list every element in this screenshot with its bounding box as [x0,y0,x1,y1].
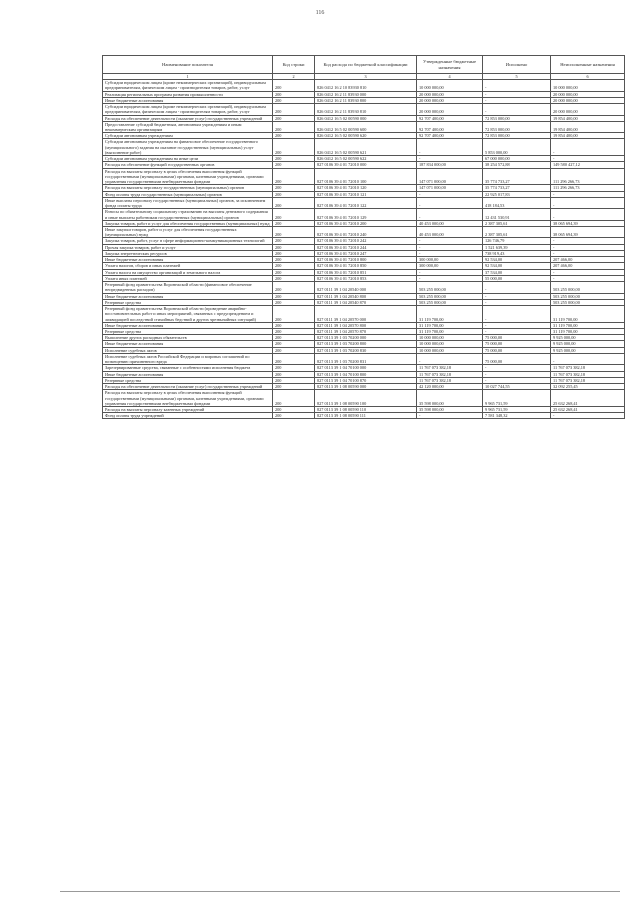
row-unexecuted: - [551,191,625,197]
row-name: Прочая закупка товаров, работ и услуг [103,244,273,250]
column-index: 3 [315,74,417,80]
row-approved: 503 255 000,00 [417,299,483,305]
row-name: Резервные средства [103,377,273,383]
row-line-code: 200 [273,269,315,275]
row-unexecuted: 207 466,00 [551,263,625,269]
row-line-code: 200 [273,299,315,305]
header-unexecuted-assignments: Неисполненные назначения [551,56,625,74]
row-executed: - [483,306,551,323]
row-unexecuted: 20 000 000,00 [551,91,625,97]
header-executed: Исполнено [483,56,551,74]
row-unexecuted: 9 925 000,00 [551,347,625,353]
row-budget-code: 827 0113 39 1 04 70100 800 [315,371,417,377]
row-budget-code: 827 0113 39 1 08 00590 110 [315,407,417,413]
row-executed: 72 853 000,00 [483,115,551,121]
row-budget-code: 826 0412 16 2 10 83930 810 [315,80,417,91]
row-budget-code: 827 0113 39 1 08 00590 111 [315,413,417,419]
row-budget-code: 826 0412 16 5 02 00590 600 [315,121,417,132]
table-row [103,197,625,208]
row-executed: 738 919,43 [483,250,551,256]
table-row [103,282,625,293]
row-approved: 35 598 000,00 [417,407,483,413]
row-budget-code: 826 0412 16 2 11 83930 800 [315,97,417,103]
row-name: Закупка товаров, работ и услуг для обеспечения государственных (муниципальных) нужд [103,220,273,226]
row-line-code: 200 [273,162,315,168]
column-index: 4 [417,74,483,80]
row-executed: 92 534,00 [483,257,551,263]
row-approved: - [417,209,483,220]
row-name: Резервные средства [103,299,273,305]
table-row [103,353,625,364]
row-unexecuted: 9 925 000,00 [551,335,625,341]
row-approved: 147 071 000,00 [417,185,483,191]
row-line-code: 200 [273,244,315,250]
row-name: Расходы на обеспечение деятельности (оказание услуг) государственных учреждений [103,384,273,390]
row-unexecuted: - [551,156,625,162]
row-line-code: 200 [273,328,315,334]
header-indicator-name: Наименование показателя [103,56,273,74]
row-line-code: 200 [273,341,315,347]
row-name: Расходы на выплаты персоналу в целях обеспечения выполнения функций государственными (муниципальными) органами, казенными учреждениями, органами управления государственными внебюджетными фондами [103,168,273,185]
row-budget-code: 827 0111 39 1 04 20570 800 [315,322,417,328]
row-executed: 10 027 744,55 [483,384,551,390]
row-executed: - [483,299,551,305]
row-approved: 92 707 400,00 [417,133,483,139]
row-executed: 72 853 000,00 [483,133,551,139]
row-name: Предоставление субсидий бюджетным, автономным учреждениям и иным некоммерческим организациям [103,121,273,132]
row-name: Уплата иных платежей [103,275,273,281]
row-name: Иные бюджетные ассигнования [103,97,273,103]
row-name: Зарезервированные средства, связанные с особенностями исполнения бюджета [103,365,273,371]
row-line-code: 200 [273,168,315,185]
row-budget-code: 827 0111 39 1 04 20540 870 [315,299,417,305]
header-approved-assignments: Утвержденные бюджетные назначения [417,56,483,74]
row-line-code: 200 [273,384,315,390]
row-unexecuted: 503 255 000,00 [551,293,625,299]
row-executed: 9 965 731,59 [483,390,551,407]
table-body [103,80,625,419]
row-executed: 38 254 572,88 [483,162,551,168]
table-row [103,80,625,91]
table-row [103,168,625,185]
row-line-code: 200 [273,322,315,328]
row-name: Фонд оплаты труда учреждений [103,413,273,419]
row-line-code: 200 [273,115,315,121]
row-approved: - [417,197,483,208]
row-approved: 187 834 000,00 [417,162,483,168]
row-line-code: 200 [273,353,315,364]
page-number: 116 [315,10,325,16]
row-executed: 35 774 733,27 [483,168,551,185]
row-line-code: 200 [273,371,315,377]
row-name: Фонд оплаты труда государственных (муниципальных) органов [103,191,273,197]
row-budget-code: 827 0106 39 4 01 72010 122 [315,197,417,208]
row-executed: - [483,371,551,377]
row-name: Расходы на обеспечение деятельности (оказание услуг) государственных учреждений [103,115,273,121]
row-unexecuted: 25 632 268,41 [551,407,625,413]
row-budget-code: 827 0111 39 1 04 20570 000 [315,306,417,323]
row-name: Резервный фонд правительства Воронежской области (финансовое обеспечение непредвиденных расходов) [103,282,273,293]
row-name: Иные бюджетные ассигнования [103,293,273,299]
row-unexecuted: 503 255 000,00 [551,299,625,305]
row-line-code: 200 [273,226,315,237]
row-budget-code: 827 0106 39 4 01 72010 244 [315,244,417,250]
row-unexecuted: 207 466,00 [551,257,625,263]
row-approved: - [417,250,483,256]
row-unexecuted: 11 767 073 382,18 [551,371,625,377]
row-unexecuted: 111 296 266,73 [551,185,625,191]
row-name: Иные бюджетные ассигнования [103,257,273,263]
row-approved: 40 453 000,00 [417,226,483,237]
row-unexecuted: 11 767 073 382,18 [551,365,625,371]
row-budget-code: 827 0106 39 4 01 72010 853 [315,275,417,281]
row-name: Выполнение других расходных обязательств [103,335,273,341]
row-budget-code: 827 0106 39 4 01 72010 121 [315,191,417,197]
row-line-code: 200 [273,185,315,191]
row-budget-code: 827 0106 39 4 01 72010 100 [315,168,417,185]
row-executed: 418 184,53 [483,197,551,208]
row-approved: 92 707 400,00 [417,115,483,121]
row-approved: 503 255 000,00 [417,282,483,293]
row-line-code: 200 [273,220,315,226]
row-budget-code: 827 0106 39 4 01 72010 247 [315,250,417,256]
row-unexecuted: 32 092 255,45 [551,384,625,390]
row-line-code: 200 [273,133,315,139]
row-budget-code: 826 0412 16 5 02 00590 621 [315,139,417,156]
row-executed: - [483,91,551,97]
row-approved: 20 000 000,00 [417,104,483,115]
row-approved: 10 000 000,00 [417,341,483,347]
row-approved: 11 767 073 382,18 [417,371,483,377]
row-approved: 31 119 700,00 [417,322,483,328]
row-unexecuted: 9 925 000,00 [551,341,625,347]
row-unexecuted: 111 296 266,73 [551,168,625,185]
table-row [103,121,625,132]
row-approved: - [417,238,483,244]
row-executed: 55 000,00 [483,275,551,281]
row-line-code: 200 [273,275,315,281]
row-approved: 20 000 000,00 [417,97,483,103]
row-budget-code: 827 0113 39 1 04 70100 870 [315,377,417,383]
row-line-code: 200 [273,238,315,244]
row-line-code: 200 [273,282,315,293]
row-executed: - [483,80,551,91]
row-line-code: 200 [273,407,315,413]
row-executed: 67 000 000,00 [483,156,551,162]
row-budget-code: 826 0412 16 5 02 00590 000 [315,115,417,121]
row-name: Субсидии автономным учреждениям на финансовое обеспечение государственного (муниципального) задания на оказание государственных (муниципальных) услуг (выполнение работ) [103,139,273,156]
column-index: 1 [103,74,273,80]
row-approved: 92 707 400,00 [417,121,483,132]
row-approved: 40 453 000,00 [417,220,483,226]
row-executed: - [483,328,551,334]
row-name: Реализация региональных программ развития промышленности [103,91,273,97]
row-unexecuted: - [551,244,625,250]
row-name: Исполнение судебных актов [103,347,273,353]
row-approved: 11 767 073 382,18 [417,365,483,371]
row-executed: 92 534,00 [483,263,551,269]
row-line-code: 200 [273,80,315,91]
row-line-code: 200 [273,104,315,115]
row-executed: - [483,365,551,371]
row-unexecuted: - [551,275,625,281]
row-line-code: 200 [273,156,315,162]
row-line-code: 200 [273,197,315,208]
row-executed: 35 774 733,27 [483,185,551,191]
table-header-row [103,56,625,74]
row-budget-code: 827 0106 39 4 01 72010 200 [315,220,417,226]
row-approved: - [417,275,483,281]
row-budget-code: 827 0106 39 4 01 72010 851 [315,269,417,275]
row-approved: 10 000 000,00 [417,80,483,91]
table-row [103,226,625,237]
row-line-code: 200 [273,191,315,197]
row-unexecuted: 31 119 700,00 [551,306,625,323]
row-line-code: 200 [273,390,315,407]
row-unexecuted: 19 854 400,00 [551,121,625,132]
table-row [103,104,625,115]
column-index: 6 [551,74,625,80]
row-name: Взносы по обязательному социальному страхованию на выплаты денежного содержания и иные выплаты работникам государственных (муниципальных) органов [103,209,273,220]
row-unexecuted: 11 767 073 382,18 [551,377,625,383]
row-unexecuted: - [551,209,625,220]
row-unexecuted: 25 632 268,41 [551,390,625,407]
row-name: Резервные средства [103,328,273,334]
table-row [103,390,625,407]
row-name: Резервный фонд правительства Воронежской области (проведение аварийно-восстановительных работ и иных мероприятий, связанных с предупреждением и ликвидацией последствий стихийных бедствий и других чрезвычайных ситуаций) [103,306,273,323]
row-unexecuted: - [551,197,625,208]
row-approved: - [417,413,483,419]
row-unexecuted: - [551,353,625,364]
row-executed: 2 387 305,61 [483,220,551,226]
column-index: 5 [483,74,551,80]
row-approved: - [417,244,483,250]
row-budget-code: 827 0111 39 1 04 20540 000 [315,282,417,293]
row-approved: - [417,353,483,364]
row-executed: 37 534,00 [483,269,551,275]
row-name: Иные бюджетные ассигнования [103,371,273,377]
row-budget-code: 827 0106 39 4 01 72010 000 [315,162,417,168]
header-budget-classification-code: Код расхода по бюджетной классификации [315,56,417,74]
row-name: Расходы на выплаты персоналу в целях обеспечения выполнения функций государственными (муниципальными) органами, казенными учреждениями, органами управления государственными внебюджетными фондами [103,390,273,407]
row-line-code: 200 [273,91,315,97]
row-name: Субсидии юридическим лицам (кроме некоммерческих организаций), индивидуальным предпринимателям, физическим лицам - производителям товаров, работ, услуг [103,80,273,91]
row-executed: 12 431 530,91 [483,209,551,220]
row-unexecuted: 38 065 694,39 [551,226,625,237]
table-row [103,306,625,323]
row-name: Исполнение судебных актов Российской Федерации и мировых соглашений по возмещению причиненного вреда [103,353,273,364]
row-executed: 75 000,00 [483,347,551,353]
row-executed: - [483,293,551,299]
row-approved: 20 000 000,00 [417,91,483,97]
row-line-code: 200 [273,257,315,263]
row-approved: 31 119 700,00 [417,306,483,323]
row-unexecuted: - [551,413,625,419]
row-name: Иные бюджетные ассигнования [103,322,273,328]
row-name: Закупка товаров, работ, услуг в сфере информационно-коммуникационных технологий [103,238,273,244]
row-unexecuted: - [551,139,625,156]
row-executed: 9 965 731,59 [483,407,551,413]
row-budget-code: 827 0106 39 4 01 72010 242 [315,238,417,244]
row-executed: 75 000,00 [483,335,551,341]
row-unexecuted: - [551,250,625,256]
row-unexecuted: - [551,238,625,244]
table-row [103,139,625,156]
row-budget-code: 827 0113 39 1 04 70100 000 [315,365,417,371]
row-budget-code: 827 0106 39 4 01 72010 120 [315,185,417,191]
table-row [103,413,625,419]
row-executed: 1 521 639,39 [483,244,551,250]
row-executed: - [483,377,551,383]
row-line-code: 200 [273,293,315,299]
budget-execution-table [102,55,625,419]
row-approved: 31 119 700,00 [417,328,483,334]
row-unexecuted: 149 580 427,12 [551,162,625,168]
row-budget-code: 827 0106 39 4 01 72010 800 [315,257,417,263]
row-executed: 75 000,00 [483,341,551,347]
row-unexecuted: 10 000 000,00 [551,80,625,91]
row-line-code: 200 [273,121,315,132]
row-unexecuted: 31 119 700,00 [551,328,625,334]
row-budget-code: 826 0412 16 2 11 83930 810 [315,104,417,115]
row-budget-code: 827 0106 39 4 01 72010 850 [315,263,417,269]
row-approved: - [417,191,483,197]
header-line-code: Код строки [273,56,315,74]
row-budget-code: 827 0111 39 1 04 20540 800 [315,293,417,299]
row-name: Субсидии автономным учреждениям на иные цели [103,156,273,162]
row-budget-code: 827 0106 39 4 01 72010 129 [315,209,417,220]
row-approved: 11 767 073 382,18 [417,377,483,383]
row-name: Уплата налогов, сборов и иных платежей [103,263,273,269]
row-unexecuted: 31 119 700,00 [551,322,625,328]
row-approved: 300 000,00 [417,263,483,269]
row-approved: 42 120 000,00 [417,384,483,390]
row-approved: - [417,156,483,162]
row-name: Субсидии автономным учреждениям [103,133,273,139]
row-name: Иные закупки товаров, работ и услуг для обеспечения государственных (муниципальных) нужд [103,226,273,237]
bottom-divider [60,891,620,892]
row-name: Иные выплаты персоналу государственных (муниципальных) органов, за исключением фонда оплаты труда [103,197,273,208]
row-approved: - [417,139,483,156]
row-budget-code: 827 0106 39 4 01 72010 240 [315,226,417,237]
row-unexecuted: 503 255 000,00 [551,282,625,293]
row-executed: - [483,282,551,293]
row-budget-code: 827 0113 39 1 08 00590 000 [315,384,417,390]
row-executed: - [483,322,551,328]
row-executed: 5 853 000,00 [483,139,551,156]
row-executed: - [483,97,551,103]
row-name: Расходы на выплаты персоналу казенных учреждений [103,407,273,413]
row-budget-code: 827 0113 39 1 03 70200 000 [315,335,417,341]
row-line-code: 200 [273,209,315,220]
row-unexecuted: 38 065 694,39 [551,220,625,226]
row-executed: 75 000,00 [483,353,551,364]
row-budget-code: 827 0113 39 1 03 70200 800 [315,341,417,347]
row-approved: 10 000 000,00 [417,347,483,353]
row-executed: 2 387 305,61 [483,226,551,237]
row-approved: 147 071 000,00 [417,168,483,185]
row-line-code: 200 [273,347,315,353]
row-executed: 7 581 348,32 [483,413,551,419]
row-name: Субсидии юридическим лицам (кроме некоммерческих организаций), индивидуальным предпринимателям, физическим лицам - производителям товаров, работ, услуг [103,104,273,115]
row-unexecuted: 20 000 000,00 [551,104,625,115]
row-budget-code: 827 0113 39 1 03 70200 831 [315,353,417,364]
row-executed: 126 746,79 [483,238,551,244]
row-name: Расходы на выплаты персоналу государственных (муниципальных) органов [103,185,273,191]
row-name: Уплата налога на имущество организаций и земельного налога [103,269,273,275]
row-unexecuted: 19 854 400,00 [551,115,625,121]
row-name: Расходы на обеспечение функций государственных органов [103,162,273,168]
row-approved: 300 000,00 [417,257,483,263]
table-row [103,209,625,220]
row-name: Иные бюджетные ассигнования [103,341,273,347]
row-budget-code: 827 0111 39 1 04 20570 870 [315,328,417,334]
row-unexecuted: 19 854 400,00 [551,133,625,139]
row-line-code: 200 [273,413,315,419]
row-executed: 72 853 000,00 [483,121,551,132]
row-executed: 22 925 017,83 [483,191,551,197]
row-budget-code: 826 0412 16 5 02 00590 620 [315,133,417,139]
row-name: Закупка энергетических ресурсов [103,250,273,256]
column-index: 2 [273,74,315,80]
row-unexecuted: - [551,269,625,275]
row-line-code: 200 [273,263,315,269]
row-budget-code: 826 0412 16 5 02 00590 622 [315,156,417,162]
row-executed: - [483,104,551,115]
row-unexecuted: 20 000 000,00 [551,97,625,103]
row-budget-code: 827 0113 39 1 08 00590 100 [315,390,417,407]
row-budget-code: 827 0113 39 1 03 70200 830 [315,347,417,353]
row-budget-code: 826 0412 16 2 11 83930 000 [315,91,417,97]
row-line-code: 200 [273,139,315,156]
row-line-code: 200 [273,365,315,371]
row-line-code: 200 [273,377,315,383]
row-line-code: 200 [273,335,315,341]
row-line-code: 200 [273,306,315,323]
row-approved: - [417,269,483,275]
row-approved: 10 000 000,00 [417,335,483,341]
row-approved: 35 598 000,00 [417,390,483,407]
row-line-code: 200 [273,250,315,256]
row-approved: 503 255 000,00 [417,293,483,299]
row-line-code: 200 [273,97,315,103]
